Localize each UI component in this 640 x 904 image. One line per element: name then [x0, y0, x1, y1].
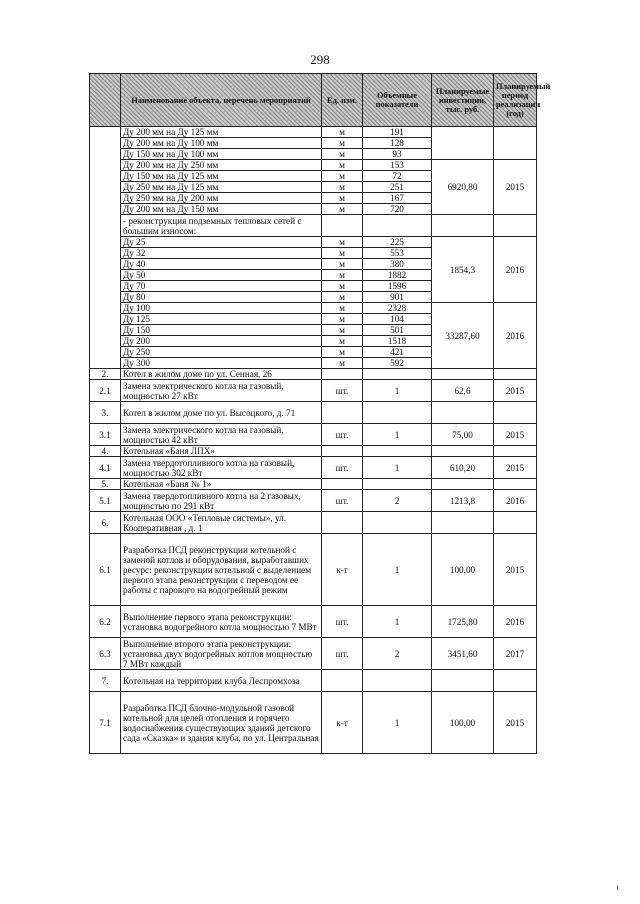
item-qty	[363, 369, 432, 380]
row-name: Ду 40	[121, 259, 322, 270]
row-unit: м	[322, 336, 363, 347]
row-qty: 153	[363, 160, 432, 171]
items-body	[90, 369, 537, 754]
item-number: 3.	[90, 402, 121, 424]
cost-cell-empty	[432, 215, 494, 237]
row-qty: 191	[363, 127, 432, 138]
year-cell-empty	[494, 127, 537, 160]
item-year: 2016	[494, 606, 537, 638]
row-unit: м	[322, 259, 363, 270]
row-unit: м	[322, 204, 363, 215]
item-unit: шт.	[322, 638, 363, 670]
item-year	[494, 446, 537, 457]
item-number: 4.	[90, 446, 121, 457]
item-qty	[363, 479, 432, 490]
table-row	[90, 380, 537, 402]
header-col-cost: Планируемые инвестиции, тыс. руб.	[432, 74, 494, 127]
row-name: Ду 80	[121, 292, 322, 303]
item-number: 2.	[90, 369, 121, 380]
item-qty: 1	[363, 380, 432, 402]
item-cost: 1725,80	[432, 606, 494, 638]
item-qty	[363, 512, 432, 534]
row-qty-empty	[363, 215, 432, 237]
item-unit: шт.	[322, 606, 363, 638]
row-qty: 225	[363, 237, 432, 248]
group-cost: 1854,3	[432, 237, 494, 303]
row-unit: м	[322, 149, 363, 160]
item-name: Выполнение второго этапа реконструкции: установка двух водогрейных котлов мощностью 7 МВт каждый	[121, 638, 322, 670]
item-unit: шт.	[322, 490, 363, 512]
row-name: Ду 250	[121, 347, 322, 358]
item-name: Выполнение первого этапа реконструкции: установка водогрейного котла мощностью 7 МВт	[121, 606, 322, 638]
item-year	[494, 402, 537, 424]
item-qty: 2	[363, 638, 432, 670]
item-number: 6.1	[90, 534, 121, 606]
row-unit: м	[322, 193, 363, 204]
item-cost: 100,00	[432, 534, 494, 606]
row-qty: 104	[363, 314, 432, 325]
row-qty: 1882	[363, 270, 432, 281]
item-number: 6.	[90, 512, 121, 534]
table-row	[90, 692, 537, 754]
page-number: 298	[310, 52, 330, 67]
table-row	[90, 446, 537, 457]
row-name: Ду 200	[121, 336, 322, 347]
table-row	[90, 215, 537, 237]
row-name: Ду 150 мм на Ду 100 мм	[121, 149, 322, 160]
item-unit	[322, 369, 363, 380]
row-qty: 901	[363, 292, 432, 303]
table-row	[90, 303, 537, 314]
row-unit: м	[322, 182, 363, 193]
item-unit: к-т	[322, 534, 363, 606]
row-unit: м	[322, 237, 363, 248]
row-qty: 380	[363, 259, 432, 270]
group-cost: 6920,80	[432, 160, 494, 215]
row-unit: м	[322, 248, 363, 259]
row-qty: 553	[363, 248, 432, 259]
table-row	[90, 369, 537, 380]
item-qty: 2	[363, 490, 432, 512]
table-row	[90, 457, 537, 479]
row-name: Ду 50	[121, 270, 322, 281]
year-cell-empty	[494, 215, 537, 237]
row-name: Ду 250 мм на Ду 200 мм	[121, 193, 322, 204]
header-col-qty: Объемные показатели	[363, 74, 432, 127]
reconstruction-label: - реконструкция подземных тепловых сетей с большим износом:	[121, 215, 322, 237]
item-year: 2015	[494, 534, 537, 606]
item-year: 2015	[494, 457, 537, 479]
item-qty: 1	[363, 424, 432, 446]
row-name: Ду 150 мм на Ду 125 мм	[121, 171, 322, 182]
row-unit: м	[322, 292, 363, 303]
table-row	[90, 479, 537, 490]
item-unit	[322, 670, 363, 692]
item-cost: 3451,60	[432, 638, 494, 670]
item-qty	[363, 446, 432, 457]
item-cost	[432, 446, 494, 457]
table-row	[90, 512, 537, 534]
table-row	[90, 127, 537, 138]
item-cost	[432, 512, 494, 534]
row-name: Ду 200 мм на Ду 150 мм	[121, 204, 322, 215]
header-col-unit: Ед. изм.	[322, 74, 363, 127]
item-unit	[322, 479, 363, 490]
row-unit: м	[322, 127, 363, 138]
item-year: 2016	[494, 490, 537, 512]
table-row	[90, 402, 537, 424]
group-cost: 33287,60	[432, 303, 494, 369]
row-unit: м	[322, 270, 363, 281]
row-qty: 501	[363, 325, 432, 336]
item-name: Разработка ПСД блочно-модульной газовой котельной для целей отопления и горячего водоснабжения существующих зданий детского сада «Сказка» и здания клуба, по ул. Центральная	[121, 692, 322, 754]
item-name: Котельная на территории клуба Леспромхоза	[121, 670, 322, 692]
row-unit: м	[322, 281, 363, 292]
item-qty: 1	[363, 457, 432, 479]
table-row	[90, 606, 537, 638]
table-row	[90, 160, 537, 171]
item-cost	[432, 670, 494, 692]
item-unit	[322, 402, 363, 424]
row-unit: м	[322, 138, 363, 149]
row-name: Ду 70	[121, 281, 322, 292]
item-cost: 75,00	[432, 424, 494, 446]
table-row	[90, 490, 537, 512]
row-name: Ду 32	[121, 248, 322, 259]
header-col-year: Планируемый период реализации (год)	[494, 74, 537, 127]
row-qty: 128	[363, 138, 432, 149]
scan-mark	[617, 885, 618, 890]
item-unit: шт.	[322, 424, 363, 446]
table-row	[90, 424, 537, 446]
row-unit: м	[322, 347, 363, 358]
investment-table	[89, 73, 551, 754]
row-qty: 72	[363, 171, 432, 182]
item-number: 5.	[90, 479, 121, 490]
item-cost: 1213,8	[432, 490, 494, 512]
item-unit: шт.	[322, 380, 363, 402]
item-year	[494, 479, 537, 490]
group-year: 2016	[494, 237, 537, 303]
header-col-number	[90, 74, 121, 127]
row-qty: 93	[363, 149, 432, 160]
row-unit-empty	[322, 215, 363, 237]
row-name: Ду 200 мм на Ду 250 мм	[121, 160, 322, 171]
item-year	[494, 369, 537, 380]
item-name: Котельная «Баня ЛПХ»	[121, 446, 322, 457]
item-name: Замена электрического котла на газовый, мощностью 27 кВт	[121, 380, 322, 402]
table-header-row	[90, 74, 537, 127]
item-name: Котельная «Баня № 1»	[121, 479, 322, 490]
row-name: Ду 150	[121, 325, 322, 336]
item-cost: 100,00	[432, 692, 494, 754]
row-unit: м	[322, 171, 363, 182]
table-row	[90, 534, 537, 606]
row-qty: 1518	[363, 336, 432, 347]
item-name: Замена электрического котла на газовый, мощностью 42 кВт	[121, 424, 322, 446]
group-year: 2015	[494, 160, 537, 215]
item-year	[494, 670, 537, 692]
item-cost: 610,20	[432, 457, 494, 479]
cost-cell-empty	[432, 127, 494, 160]
item-cost	[432, 479, 494, 490]
row-qty: 167	[363, 193, 432, 204]
item-unit: шт.	[322, 457, 363, 479]
row-name: Ду 200 мм на Ду 100 мм	[121, 138, 322, 149]
item-name: Разработка ПСД реконструкции котельной с заменой котлов и оборудования, выработавших ресурс: реконструкции котельной с выделением первого этапа реконструкции с переводом ее работы с парового на водогрейный режим	[121, 534, 322, 606]
row-name: Ду 300	[121, 358, 322, 369]
row-name: Ду 100	[121, 303, 322, 314]
item-unit	[322, 512, 363, 534]
item-name: Замена твердотопливного котла на 2 газовых, мощностью по 291 кВт	[121, 490, 322, 512]
row-qty: 720	[363, 204, 432, 215]
number-cell-continuation	[90, 127, 121, 369]
item-number: 6.2	[90, 606, 121, 638]
row-name: Ду 250 мм на Ду 125 мм	[121, 182, 322, 193]
row-qty: 1596	[363, 281, 432, 292]
item-year: 2015	[494, 424, 537, 446]
row-qty: 251	[363, 182, 432, 193]
item-unit: к-т	[322, 692, 363, 754]
item-qty: 1	[363, 534, 432, 606]
item-number: 5.1	[90, 490, 121, 512]
item-unit	[322, 446, 363, 457]
item-name: Котел в жилом доме по ул. Сенная, 26	[121, 369, 322, 380]
item-name: Замена твердотопливного котла на газовый, мощностью 302 кВт	[121, 457, 322, 479]
table-row	[90, 237, 537, 248]
table-row	[90, 638, 537, 670]
row-unit: м	[322, 325, 363, 336]
item-year: 2017	[494, 638, 537, 670]
row-qty: 2328	[363, 303, 432, 314]
header-col-name: Наименование объекта, перечень мероприятий	[121, 74, 322, 127]
row-unit: м	[322, 160, 363, 171]
item-number: 4.1	[90, 457, 121, 479]
item-name: Котельная ООО «Тепловые системы», ул. Кооперативная , д. 1	[121, 512, 322, 534]
item-qty: 1	[363, 692, 432, 754]
item-number: 6.3	[90, 638, 121, 670]
row-name: Ду 200 мм на Ду 125 мм	[121, 127, 322, 138]
row-unit: м	[322, 314, 363, 325]
row-name: Ду 125	[121, 314, 322, 325]
item-qty	[363, 670, 432, 692]
item-number: 7.1	[90, 692, 121, 754]
item-year	[494, 512, 537, 534]
row-name: Ду 25	[121, 237, 322, 248]
item-year: 2015	[494, 380, 537, 402]
group-year: 2016	[494, 303, 537, 369]
row-qty: 592	[363, 358, 432, 369]
row-unit: м	[322, 358, 363, 369]
row-qty: 421	[363, 347, 432, 358]
item-number: 2.1	[90, 380, 121, 402]
item-qty: 1	[363, 606, 432, 638]
table-row	[90, 670, 537, 692]
item-number: 7.	[90, 670, 121, 692]
item-cost	[432, 369, 494, 380]
item-cost: 62,6	[432, 380, 494, 402]
item-year: 2015	[494, 692, 537, 754]
item-number: 3.1	[90, 424, 121, 446]
item-cost	[432, 402, 494, 424]
item-qty	[363, 402, 432, 424]
row-unit: м	[322, 303, 363, 314]
item-name: Котел в жилом доме по ул. Высоцкого, д. 71	[121, 402, 322, 424]
